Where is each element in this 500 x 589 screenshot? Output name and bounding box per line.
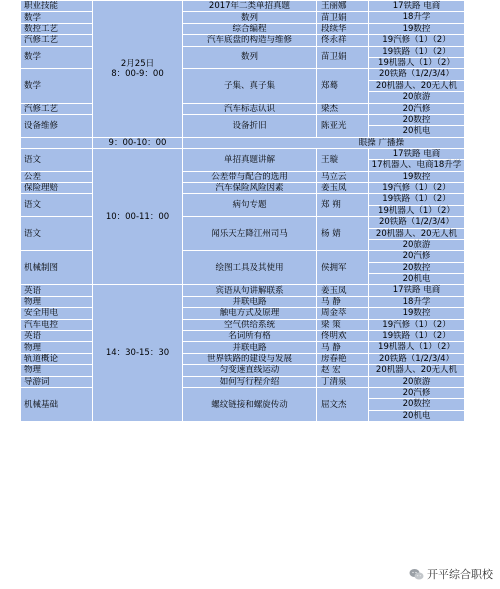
class-name: 20铁路（1/2/3/4） xyxy=(369,69,464,80)
lesson-content-cell: 世界铁路的建设与发展 xyxy=(183,353,317,364)
class-name: 20机器人、20无人机 xyxy=(369,229,464,240)
class-name: 20机器人、20无人机 xyxy=(369,81,464,92)
subject-cell: 物理 xyxy=(21,342,93,353)
teacher-cell: 马 静 xyxy=(317,342,369,353)
classes-cell xyxy=(369,69,465,103)
teacher-cell: 梁杰 xyxy=(317,103,369,114)
subject-cell: 英语 xyxy=(21,285,93,296)
classes-cell xyxy=(369,365,465,376)
schedule-row xyxy=(21,319,465,330)
lesson-content-cell: 绘图工具及其使用 xyxy=(183,251,317,285)
subject-cell: 物理 xyxy=(21,296,93,307)
lesson-content-cell: 公差带与配合的选用 xyxy=(183,171,317,182)
schedule-row xyxy=(21,182,465,193)
schedule-row xyxy=(21,388,465,422)
class-name: 19数控 xyxy=(402,23,431,34)
class-name: 18升学 xyxy=(402,12,431,23)
lesson-content-cell: 病句专题 xyxy=(183,194,317,217)
teacher-cell: 佟明欢 xyxy=(317,331,369,342)
class-name: 19汽修（1）（2） xyxy=(382,182,451,193)
schedule-table xyxy=(20,0,465,422)
schedule-row xyxy=(21,285,465,296)
schedule-row xyxy=(21,46,465,69)
classes-cell xyxy=(369,35,465,46)
teacher-cell: 王璇 xyxy=(317,148,369,171)
watermark-text: 开平综合职校 xyxy=(427,568,493,581)
time-slot-line: 14：30-15：30 xyxy=(105,348,170,359)
class-name: 20旅游 xyxy=(402,92,431,103)
class-name: 20旅游 xyxy=(402,239,431,250)
teacher-cell: 马 静 xyxy=(317,296,369,307)
teacher-cell: 郑 朔 xyxy=(317,194,369,217)
subject-cell: 设备维修 xyxy=(21,114,93,137)
schedule-row xyxy=(21,217,465,251)
subject-cell: 汽修工艺 xyxy=(21,35,93,46)
subject-cell: 导游词 xyxy=(21,376,93,387)
schedule-row xyxy=(21,251,465,285)
wechat-icon xyxy=(409,568,424,581)
classes-cell xyxy=(369,331,465,342)
time-slot-line: 10：00-11：00 xyxy=(105,211,170,222)
lesson-content-cell: 并联电路 xyxy=(183,296,317,307)
lesson-content-cell: 汽车底盘的构造与维修 xyxy=(183,35,317,46)
break-activity-cell: 眼操 广播操 xyxy=(183,137,465,148)
class-name: 20旅游 xyxy=(402,376,431,387)
teacher-cell: 陈亚光 xyxy=(317,114,369,137)
lesson-content-cell: 匀变速直线运动 xyxy=(183,365,317,376)
class-name: 19机器人（1）（2） xyxy=(378,57,455,68)
classes-cell xyxy=(369,182,465,193)
class-name: 19铁路（1）（2） xyxy=(369,47,464,58)
subject-cell: 公差 xyxy=(21,171,93,182)
subject-cell: 语文 xyxy=(21,148,93,171)
lesson-content-cell: 空气供给系统 xyxy=(183,319,317,330)
teacher-cell: 苗卫娟 xyxy=(317,12,369,23)
subject-cell: 汽修工艺 xyxy=(21,103,93,114)
classes-cell xyxy=(369,342,465,353)
time-slot-cell xyxy=(93,1,183,138)
classes-cell xyxy=(369,308,465,319)
class-name: 19数控 xyxy=(402,308,431,319)
teacher-cell: 杨 婧 xyxy=(317,217,369,251)
classes-cell xyxy=(369,217,465,251)
schedule-row xyxy=(21,376,465,387)
break-subject-cell xyxy=(21,137,93,148)
class-name: 20汽修 xyxy=(402,103,431,114)
teacher-cell: 苗卫娟 xyxy=(317,46,369,69)
class-name: 20机电 xyxy=(402,410,431,421)
classes-cell xyxy=(369,46,465,69)
subject-cell: 物理 xyxy=(21,365,93,376)
time-slot-cell xyxy=(93,285,183,422)
class-name: 20数控 xyxy=(369,115,464,126)
classes-cell xyxy=(369,296,465,307)
teacher-cell: 姜玉凤 xyxy=(317,285,369,296)
teacher-cell: 王丽娜 xyxy=(317,1,369,12)
schedule-row xyxy=(21,353,465,364)
class-name: 20汽修 xyxy=(369,251,464,262)
subject-cell: 安全用电 xyxy=(21,308,93,319)
teacher-cell: 梁 策 xyxy=(317,319,369,330)
teacher-cell: 马立云 xyxy=(317,171,369,182)
schedule-row xyxy=(21,35,465,46)
teacher-cell: 房春艳 xyxy=(317,353,369,364)
class-name: 19机器人（1）（2） xyxy=(378,342,455,353)
classes-cell xyxy=(369,388,465,422)
time-slot-line: 2月25日 xyxy=(120,58,155,69)
schedule-row xyxy=(21,308,465,319)
lesson-content-cell: 汽车保险风险因素 xyxy=(183,182,317,193)
time-slot-cell xyxy=(93,148,183,285)
class-name: 20汽修 xyxy=(369,388,464,399)
lesson-content-cell: 螺纹链接和螺旋传动 xyxy=(183,388,317,422)
schedule-row xyxy=(21,69,465,103)
subject-cell: 数学 xyxy=(21,12,93,23)
schedule-row xyxy=(21,331,465,342)
classes-cell xyxy=(369,251,465,285)
lesson-content-cell: 宾语从句讲解联系 xyxy=(183,285,317,296)
lesson-content-cell: 汽车标志认识 xyxy=(183,103,317,114)
class-name: 20机器人、20无人机 xyxy=(375,365,458,376)
lesson-content-cell: 2017年二类单招真题 xyxy=(183,1,317,12)
classes-cell xyxy=(369,12,465,23)
class-name: 19数控 xyxy=(402,171,431,182)
break-row xyxy=(21,137,465,148)
teacher-cell: 侯拥军 xyxy=(317,251,369,285)
classes-cell xyxy=(369,1,465,12)
teacher-cell: 丁清泉 xyxy=(317,376,369,387)
subject-cell: 轨道概论 xyxy=(21,353,93,364)
lesson-content-cell: 如何写行程介绍 xyxy=(183,376,317,387)
schedule-row xyxy=(21,148,465,171)
teacher-cell: 屈文杰 xyxy=(317,388,369,422)
lesson-content-cell: 触电方式及原理 xyxy=(183,308,317,319)
class-name: 20机电 xyxy=(402,274,431,285)
subject-cell: 英语 xyxy=(21,331,93,342)
subject-cell: 机械基础 xyxy=(21,388,93,422)
schedule-row xyxy=(21,365,465,376)
class-name: 19汽修（1）（2） xyxy=(382,35,451,46)
class-name: 19铁路（1）（2） xyxy=(382,331,451,342)
class-name: 20数控 xyxy=(369,263,464,274)
class-name: 19铁路（1）（2） xyxy=(369,194,464,205)
teacher-cell: 佟永祥 xyxy=(317,35,369,46)
lesson-content-cell: 并联电路 xyxy=(183,342,317,353)
teacher-cell: 姜玉凤 xyxy=(317,182,369,193)
schedule-row xyxy=(21,12,465,23)
schedule-row xyxy=(21,171,465,182)
schedule-row xyxy=(21,23,465,34)
subject-cell: 数学 xyxy=(21,69,93,103)
lesson-content-cell: 单招真题讲解 xyxy=(183,148,317,171)
subject-cell: 保险理赔 xyxy=(21,182,93,193)
subject-cell: 职业技能 xyxy=(21,1,93,12)
schedule-row xyxy=(21,194,465,217)
schedule-row xyxy=(21,296,465,307)
class-name: 20数控 xyxy=(369,399,464,410)
classes-cell xyxy=(369,103,465,114)
lesson-content-cell: 子集、真子集 xyxy=(183,69,317,103)
class-name: 19汽修（1）（2） xyxy=(382,319,451,330)
class-name: 20铁路（1/2/3/4） xyxy=(378,353,455,364)
classes-cell xyxy=(369,148,465,171)
watermark xyxy=(406,565,496,583)
subject-cell: 语文 xyxy=(21,194,93,217)
classes-cell xyxy=(369,319,465,330)
teacher-cell: 段续华 xyxy=(317,23,369,34)
teacher-cell: 赵 宏 xyxy=(317,365,369,376)
class-name: 17铁路 电商 xyxy=(392,285,441,296)
subject-cell: 汽车电控 xyxy=(21,319,93,330)
classes-cell xyxy=(369,285,465,296)
class-name: 18升学 xyxy=(402,296,431,307)
class-name: 17机器人、电商18升学 xyxy=(371,160,462,171)
schedule-row xyxy=(21,342,465,353)
class-name: 17铁路 电商 xyxy=(392,1,441,11)
schedule-row xyxy=(21,114,465,137)
classes-cell xyxy=(369,194,465,217)
subject-cell: 语文 xyxy=(21,217,93,251)
teacher-cell: 周金萃 xyxy=(317,308,369,319)
classes-cell xyxy=(369,353,465,364)
break-time-cell: 9：00-10：00 xyxy=(93,137,183,148)
subject-cell: 机械制图 xyxy=(21,251,93,285)
schedule-row xyxy=(21,1,465,12)
schedule-row xyxy=(21,103,465,114)
time-slot-line: 8：00-9：00 xyxy=(111,68,164,79)
subject-cell: 数学 xyxy=(21,46,93,69)
lesson-content-cell: 名词所有格 xyxy=(183,331,317,342)
class-name: 20铁路（1/2/3/4） xyxy=(369,217,464,228)
lesson-content-cell: 数列 xyxy=(183,12,317,23)
class-name: 20机电 xyxy=(402,126,431,137)
lesson-content-cell: 数列 xyxy=(183,46,317,69)
lesson-content-cell: 设备折旧 xyxy=(183,114,317,137)
teacher-cell: 郑蓦 xyxy=(317,69,369,103)
classes-cell xyxy=(369,171,465,182)
classes-cell xyxy=(369,376,465,387)
classes-cell xyxy=(369,23,465,34)
class-name: 19机器人（1）（2） xyxy=(378,205,455,216)
lesson-content-cell: 综合编程 xyxy=(183,23,317,34)
subject-cell: 数控工艺 xyxy=(21,23,93,34)
classes-cell xyxy=(369,114,465,137)
class-name: 17铁路 电商 xyxy=(369,149,464,160)
lesson-content-cell: 闻乐天左降江州司马 xyxy=(183,217,317,251)
